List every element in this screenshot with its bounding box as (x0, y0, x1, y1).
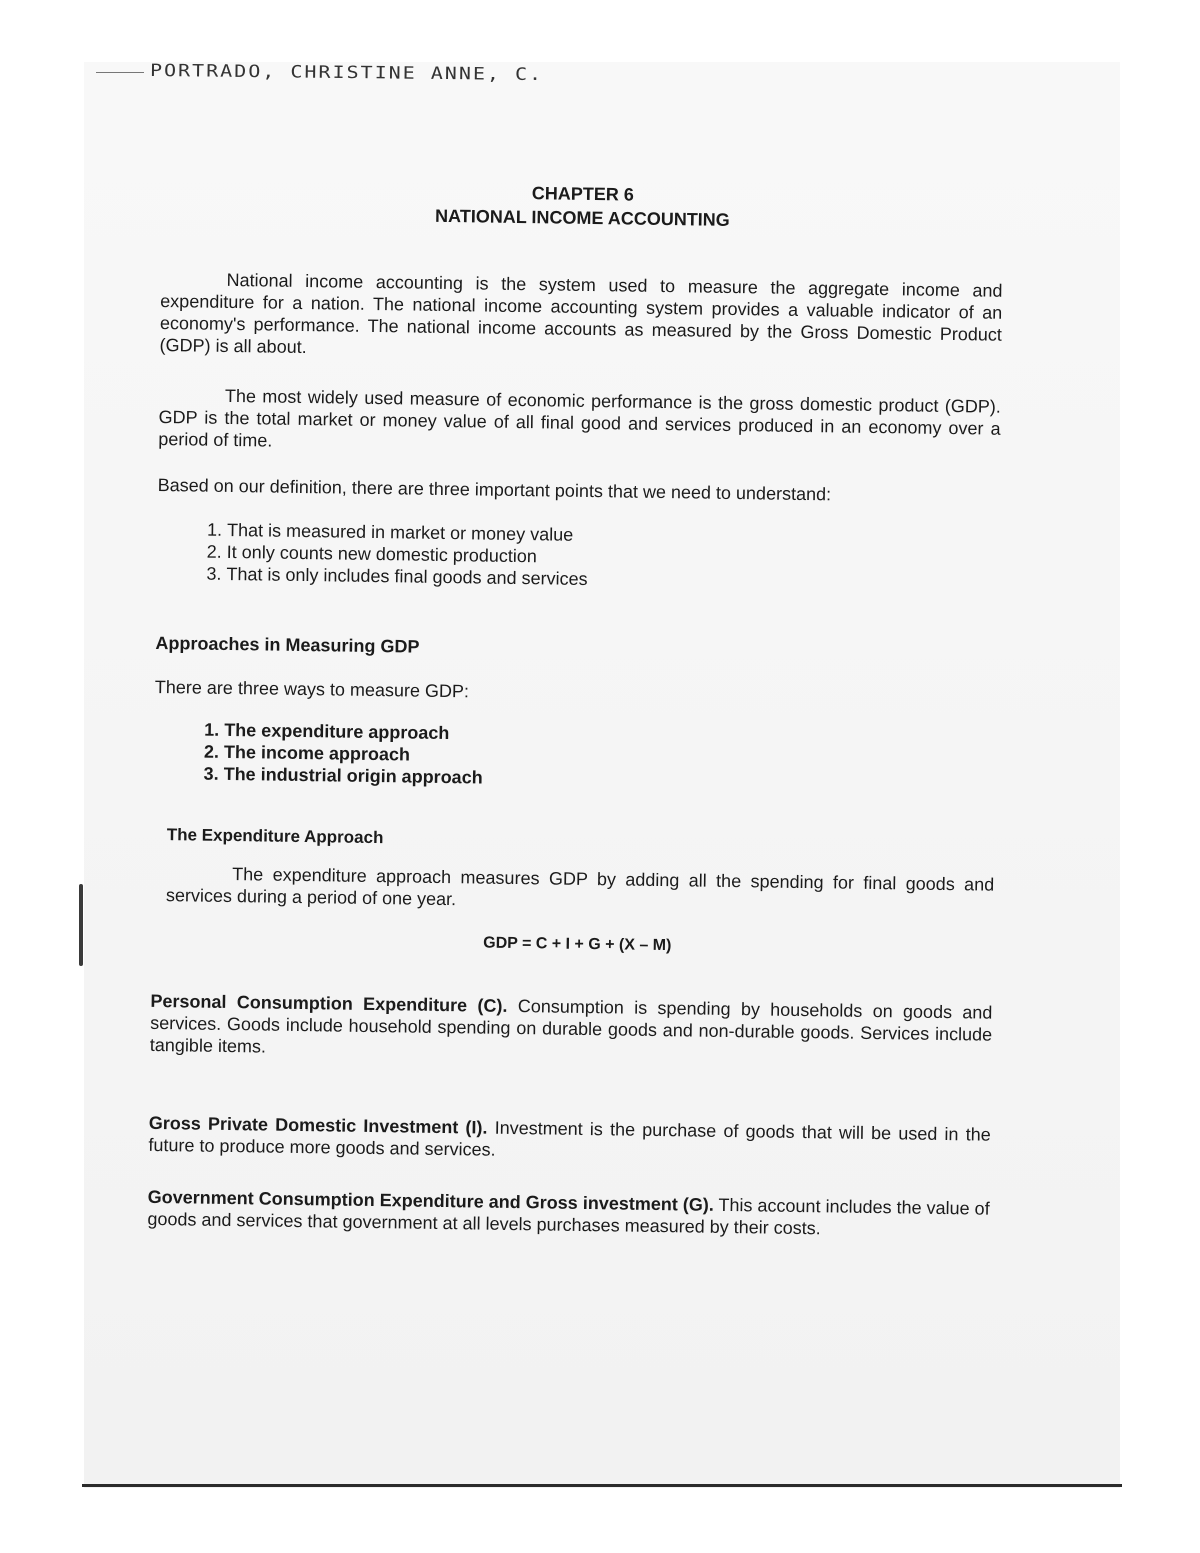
definition-term: Government Consumption Expenditure and Gross investment (G). (147, 1186, 714, 1215)
list-item: 1. The expenditure approach (224, 719, 996, 752)
points-intro: Based on our definition, there are three important points that we need to understand: (157, 474, 832, 505)
definition-consumption (150, 990, 993, 1068)
pen-stroke (96, 72, 144, 73)
document-body (147, 176, 1004, 1242)
approaches-list (154, 718, 997, 796)
expenditure-heading: The Expenditure Approach (166, 825, 384, 848)
definition-text: Consumption is spending by households on goods and services. Goods include household spending on durable goods and non-durable goods. Services include tangible items. (149, 995, 993, 1057)
list-item: 1. That is measured in market or money value (227, 519, 999, 552)
list-item: 2. It only counts new domestic production (227, 541, 999, 574)
handwritten-name: PORTRADO, CHRISTINE ANNE, C. (149, 59, 544, 85)
list-item: 3. That is only includes final goods and services (226, 563, 998, 596)
list-item: 2. The income approach (224, 741, 996, 774)
scan-edge-mark (79, 884, 83, 966)
definition-investment (148, 1112, 991, 1168)
list-item: 3. The industrial origin approach (224, 763, 996, 796)
gdp-definition-paragraph: The most widely used measure of economic performance is the gross domestic product (GDP). GDP is the total market or money value of all final good and services produced in an economy over a period of time. (158, 385, 1001, 451)
intro-paragraph: National income accounting is the system used to measure the aggregate income and expenditure for a nation. The national income accounting system provides a valuable indicator of an economy's performance. The national income accounts as measured by the Gross Domestic Product (GDP) is all about. (159, 269, 1003, 358)
definition-text: This account includes the value of goods and services that government at all levels purchases measured by their costs. (147, 1194, 990, 1239)
chapter-title: NATIONAL INCOME ACCOUNTING (435, 205, 730, 230)
definition-text: Investment is the purchase of goods that will be used in the future to produce more goods and services. (148, 1117, 991, 1160)
gdp-formula: GDP = C + I + G + (X – M) (483, 934, 672, 955)
approaches-intro: There are three ways to measure GDP: (154, 676, 470, 702)
approaches-heading: Approaches in Measuring GDP (155, 632, 420, 657)
chapter-number: CHAPTER 6 (531, 183, 634, 205)
page-bottom-rule (82, 1484, 1122, 1487)
expenditure-paragraph: The expenditure approach measures GDP by adding all the spending for final goods and services during a period of one year. (165, 864, 995, 910)
definition-term: Gross Private Domestic Investment (I). (148, 1112, 488, 1138)
definition-term: Personal Consumption Expenditure (C). (150, 990, 508, 1016)
important-points-list (156, 518, 999, 596)
